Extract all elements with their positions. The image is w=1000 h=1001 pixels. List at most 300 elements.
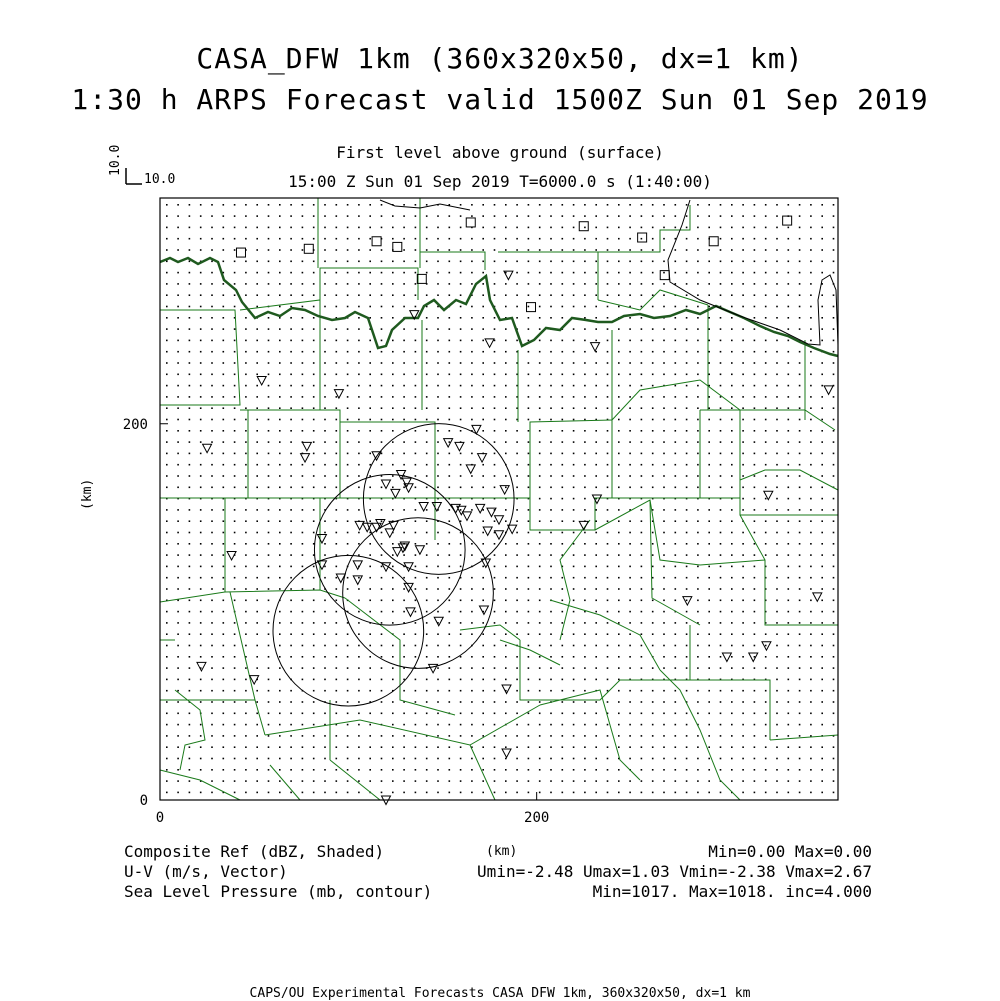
- wind-vector: [494, 701, 496, 703]
- wind-vector: [302, 362, 304, 364]
- triangle-station: [500, 486, 509, 495]
- wind-vector: [166, 667, 168, 669]
- wind-vector: [833, 780, 835, 782]
- wind-vector: [166, 713, 168, 715]
- wind-vector: [189, 419, 191, 421]
- wind-vector: [245, 633, 247, 635]
- wind-vector: [449, 407, 451, 409]
- wind-vector: [482, 340, 484, 342]
- wind-vector: [776, 272, 778, 274]
- wind-vector: [539, 758, 541, 760]
- wind-vector: [833, 374, 835, 376]
- y-tick-label: 200: [122, 416, 148, 433]
- wind-vector: [245, 554, 247, 556]
- wind-vector: [268, 385, 270, 387]
- wind-vector: [302, 396, 304, 398]
- wind-vector: [336, 261, 338, 263]
- wind-vector: [573, 679, 575, 681]
- wind-vector: [279, 385, 281, 387]
- wind-vector: [211, 746, 213, 748]
- wind-vector: [810, 577, 812, 579]
- wind-vector: [754, 328, 756, 330]
- wind-vector: [573, 261, 575, 263]
- triangle-station: [502, 685, 511, 694]
- wind-vector: [742, 441, 744, 443]
- wind-vector: [358, 746, 360, 748]
- wind-vector: [403, 769, 405, 771]
- wind-vector: [189, 374, 191, 376]
- wind-vector: [731, 204, 733, 206]
- wind-vector: [460, 396, 462, 398]
- wind-vector: [200, 622, 202, 624]
- wind-vector: [708, 441, 710, 443]
- wind-vector: [708, 464, 710, 466]
- wind-vector: [550, 735, 552, 737]
- wind-vector: [347, 249, 349, 251]
- wind-vector: [663, 577, 665, 579]
- wind-vector: [189, 362, 191, 364]
- wind-vector: [302, 306, 304, 308]
- wind-vector: [731, 419, 733, 421]
- wind-vector: [539, 441, 541, 443]
- wind-vector: [471, 249, 473, 251]
- triangle-station: [434, 617, 443, 626]
- wind-vector: [460, 261, 462, 263]
- square-station: [709, 237, 718, 246]
- wind-vector: [177, 317, 179, 319]
- wind-vector: [449, 645, 451, 647]
- wind-vector: [381, 328, 383, 330]
- wind-vector: [821, 769, 823, 771]
- wind-vector: [279, 261, 281, 263]
- wind-vector: [268, 611, 270, 613]
- wind-vector: [731, 328, 733, 330]
- vector-key-vertical-label: 10.0: [108, 144, 123, 176]
- wind-vector: [708, 780, 710, 782]
- wind-vector: [460, 769, 462, 771]
- wind-vector: [562, 701, 564, 703]
- wind-vector: [403, 735, 405, 737]
- wind-vector: [562, 283, 564, 285]
- wind-vector: [528, 566, 530, 568]
- wind-vector: [482, 769, 484, 771]
- wind-vector: [595, 283, 597, 285]
- wind-vector: [177, 362, 179, 364]
- wind-vector: [799, 713, 801, 715]
- wind-vector: [833, 306, 835, 308]
- wind-vector: [211, 464, 213, 466]
- wind-vector: [426, 317, 428, 319]
- wind-vector: [290, 328, 292, 330]
- wind-vector: [403, 272, 405, 274]
- wind-vector: [177, 441, 179, 443]
- wind-vector: [550, 713, 552, 715]
- wind-vector: [539, 374, 541, 376]
- wind-vector: [799, 227, 801, 229]
- wind-vector: [663, 520, 665, 522]
- wind-vector: [290, 441, 292, 443]
- wind-vector: [754, 385, 756, 387]
- wind-vector: [347, 679, 349, 681]
- wind-vector: [505, 611, 507, 613]
- wind-vector: [347, 758, 349, 760]
- wind-vector: [821, 792, 823, 794]
- wind-vector: [211, 656, 213, 658]
- wind-vector: [629, 532, 631, 534]
- wind-vector: [200, 487, 202, 489]
- wind-vector: [415, 724, 417, 726]
- wind-vector: [426, 622, 428, 624]
- wind-vector: [324, 487, 326, 489]
- wind-vector: [618, 306, 620, 308]
- wind-vector: [720, 261, 722, 263]
- wind-vector: [245, 441, 247, 443]
- wind-vector: [449, 362, 451, 364]
- wind-vector: [742, 385, 744, 387]
- wind-vector: [324, 622, 326, 624]
- wind-vector: [403, 520, 405, 522]
- wind-vector: [437, 566, 439, 568]
- wind-vector: [595, 780, 597, 782]
- wind-vector: [302, 532, 304, 534]
- wind-vector: [505, 735, 507, 737]
- wind-vector: [449, 351, 451, 353]
- wind-vector: [720, 340, 722, 342]
- wind-vector: [539, 272, 541, 274]
- wind-vector: [742, 611, 744, 613]
- wind-vector: [821, 701, 823, 703]
- wind-vector: [392, 215, 394, 217]
- wind-vector: [460, 407, 462, 409]
- wind-vector: [528, 735, 530, 737]
- wind-vector: [415, 385, 417, 387]
- wind-vector: [516, 713, 518, 715]
- wind-vector: [245, 294, 247, 296]
- wind-vector: [200, 701, 202, 703]
- wind-vector: [595, 475, 597, 477]
- wind-vector: [686, 238, 688, 240]
- wind-vector: [686, 509, 688, 511]
- wind-vector: [720, 554, 722, 556]
- wind-vector: [720, 328, 722, 330]
- wind-vector: [788, 792, 790, 794]
- wind-vector: [381, 735, 383, 737]
- wind-vector: [584, 735, 586, 737]
- wind-vector: [279, 249, 281, 251]
- wind-vector: [437, 690, 439, 692]
- wind-vector: [697, 577, 699, 579]
- triangle-station: [415, 546, 424, 555]
- wind-vector: [460, 724, 462, 726]
- wind-vector: [742, 622, 744, 624]
- wind-vector: [177, 679, 179, 681]
- wind-vector: [595, 464, 597, 466]
- wind-vector: [460, 453, 462, 455]
- legend-field2-stats: Umin=-2.48 Umax=1.03 Vmin=-2.38 Vmax=2.67: [477, 862, 872, 881]
- wind-vector: [663, 328, 665, 330]
- wind-vector: [821, 509, 823, 511]
- wind-vector: [539, 701, 541, 703]
- wind-vector: [539, 385, 541, 387]
- wind-vector: [211, 261, 213, 263]
- wind-vector: [347, 792, 349, 794]
- wind-vector: [595, 317, 597, 319]
- wind-vector: [324, 407, 326, 409]
- wind-vector: [663, 588, 665, 590]
- wind-vector: [290, 215, 292, 217]
- wind-vector: [234, 622, 236, 624]
- wind-vector: [336, 667, 338, 669]
- wind-vector: [675, 249, 677, 251]
- wind-vector: [652, 453, 654, 455]
- wind-vector: [686, 600, 688, 602]
- wind-vector: [347, 430, 349, 432]
- wind-vector: [290, 351, 292, 353]
- wind-vector: [607, 238, 609, 240]
- wind-vector: [223, 374, 225, 376]
- wind-vector: [629, 261, 631, 263]
- wind-vector: [629, 577, 631, 579]
- wind-vector: [663, 204, 665, 206]
- wind-vector: [675, 656, 677, 658]
- wind-vector: [810, 701, 812, 703]
- wind-vector: [641, 487, 643, 489]
- wind-vector: [686, 261, 688, 263]
- wind-vector: [708, 588, 710, 590]
- wind-vector: [641, 294, 643, 296]
- wind-vector: [211, 272, 213, 274]
- wind-vector: [200, 769, 202, 771]
- wind-vector: [290, 554, 292, 556]
- wind-vector: [381, 407, 383, 409]
- wind-vector: [595, 554, 597, 556]
- wind-vector: [629, 713, 631, 715]
- wind-vector: [166, 396, 168, 398]
- wind-vector: [302, 611, 304, 613]
- wind-vector: [437, 554, 439, 556]
- wind-vector: [788, 566, 790, 568]
- wind-vector: [166, 758, 168, 760]
- wind-vector: [426, 396, 428, 398]
- wind-vector: [256, 238, 258, 240]
- wind-vector: [437, 374, 439, 376]
- wind-vector: [686, 713, 688, 715]
- wind-vector: [708, 554, 710, 556]
- wind-vector: [742, 633, 744, 635]
- wind-vector: [279, 294, 281, 296]
- wind-vector: [810, 453, 812, 455]
- wind-vector: [788, 735, 790, 737]
- wind-vector: [347, 283, 349, 285]
- wind-vector: [697, 746, 699, 748]
- wind-vector: [618, 238, 620, 240]
- wind-vector: [516, 249, 518, 251]
- wind-vector: [697, 600, 699, 602]
- wind-vector: [731, 645, 733, 647]
- wind-vector: [652, 362, 654, 364]
- wind-vector: [324, 419, 326, 421]
- wind-vector: [788, 713, 790, 715]
- wind-vector: [765, 758, 767, 760]
- wind-vector: [471, 374, 473, 376]
- wind-vector: [415, 249, 417, 251]
- wind-vector: [324, 667, 326, 669]
- wind-vector: [754, 746, 756, 748]
- wind-vector: [607, 475, 609, 477]
- level-label: First level above ground (surface): [336, 143, 664, 162]
- wind-vector: [347, 396, 349, 398]
- wind-vector: [460, 532, 462, 534]
- wind-vector: [686, 656, 688, 658]
- wind-vector: [234, 464, 236, 466]
- wind-vector: [652, 351, 654, 353]
- county-lines: [160, 198, 838, 800]
- wind-vector: [675, 701, 677, 703]
- wind-vector: [234, 509, 236, 511]
- wind-vector: [708, 407, 710, 409]
- wind-vector: [788, 362, 790, 364]
- wind-vector: [268, 792, 270, 794]
- wind-vector: [358, 294, 360, 296]
- wind-vector: [166, 340, 168, 342]
- wind-vector: [336, 385, 338, 387]
- wind-vector: [415, 566, 417, 568]
- wind-vector: [731, 758, 733, 760]
- wind-vector: [347, 656, 349, 658]
- wind-vector: [584, 283, 586, 285]
- wind-vector: [449, 227, 451, 229]
- wind-vector: [482, 306, 484, 308]
- wind-vector: [810, 328, 812, 330]
- wind-vector: [505, 340, 507, 342]
- square-station: [393, 242, 402, 251]
- wind-vector: [686, 407, 688, 409]
- wind-vector: [223, 487, 225, 489]
- wind-vector: [708, 204, 710, 206]
- wind-vector: [810, 622, 812, 624]
- wind-vector: [810, 724, 812, 726]
- wind-vector: [426, 215, 428, 217]
- wind-vector: [189, 509, 191, 511]
- wind-vector: [675, 735, 677, 737]
- wind-vector: [528, 600, 530, 602]
- wind-vector: [742, 577, 744, 579]
- wind-vector: [708, 520, 710, 522]
- wind-vector: [245, 690, 247, 692]
- wind-vector: [573, 554, 575, 556]
- wind-vector: [776, 351, 778, 353]
- wind-vector: [629, 328, 631, 330]
- wind-vector: [200, 441, 202, 443]
- wind-vector: [200, 566, 202, 568]
- triangle-station: [432, 503, 441, 512]
- wind-vector: [223, 328, 225, 330]
- wind-vector: [528, 633, 530, 635]
- wind-vector: [810, 351, 812, 353]
- wind-vector: [437, 464, 439, 466]
- wind-vector: [776, 385, 778, 387]
- wind-vector: [663, 227, 665, 229]
- wind-vector: [336, 453, 338, 455]
- wind-vector: [177, 532, 179, 534]
- wind-vector: [166, 746, 168, 748]
- wind-vector: [810, 633, 812, 635]
- wind-vector: [471, 622, 473, 624]
- wind-vector: [200, 633, 202, 635]
- wind-vector: [381, 227, 383, 229]
- wind-vector: [595, 238, 597, 240]
- wind-vector: [200, 611, 202, 613]
- wind-vector: [166, 317, 168, 319]
- wind-vector: [516, 453, 518, 455]
- wind-vector: [358, 374, 360, 376]
- wind-vector: [234, 746, 236, 748]
- wind-vector: [528, 317, 530, 319]
- wind-vector: [449, 283, 451, 285]
- wind-vector: [200, 475, 202, 477]
- wind-vector: [776, 215, 778, 217]
- wind-vector: [494, 758, 496, 760]
- wind-vector: [708, 328, 710, 330]
- wind-vector: [821, 577, 823, 579]
- wind-vector: [550, 667, 552, 669]
- wind-vector: [788, 600, 790, 602]
- wind-vector: [290, 543, 292, 545]
- wind-vector: [607, 306, 609, 308]
- wind-vector: [471, 769, 473, 771]
- wind-vector: [268, 374, 270, 376]
- square-station: [417, 274, 426, 283]
- wind-vector: [290, 566, 292, 568]
- wind-vector: [686, 204, 688, 206]
- wind-vector: [675, 746, 677, 748]
- wind-vector: [177, 566, 179, 568]
- wind-vector: [810, 306, 812, 308]
- wind-vector: [607, 633, 609, 635]
- wind-vector: [426, 679, 428, 681]
- wind-vector: [381, 374, 383, 376]
- wind-vector: [494, 374, 496, 376]
- wind-vector: [358, 419, 360, 421]
- wind-vector: [460, 249, 462, 251]
- wind-vector: [833, 622, 835, 624]
- wind-vector: [641, 701, 643, 703]
- wind-vector: [731, 577, 733, 579]
- wind-vector: [562, 735, 564, 737]
- wind-vector: [731, 554, 733, 556]
- wind-vector: [256, 374, 258, 376]
- wind-vector: [810, 204, 812, 206]
- wind-vector: [584, 498, 586, 500]
- wind-vector: [200, 577, 202, 579]
- wind-vector: [494, 645, 496, 647]
- wind-vector: [720, 577, 722, 579]
- wind-vector: [584, 362, 586, 364]
- wind-vector: [166, 780, 168, 782]
- wind-vector: [652, 645, 654, 647]
- wind-vector: [302, 633, 304, 635]
- wind-vector: [799, 600, 801, 602]
- wind-vector: [821, 656, 823, 658]
- wind-vector: [234, 328, 236, 330]
- wind-vector: [641, 509, 643, 511]
- wind-vector: [720, 566, 722, 568]
- wind-vector: [415, 758, 417, 760]
- wind-vector: [686, 588, 688, 590]
- wind-vector: [369, 385, 371, 387]
- wind-vector: [426, 249, 428, 251]
- wind-vector: [392, 792, 394, 794]
